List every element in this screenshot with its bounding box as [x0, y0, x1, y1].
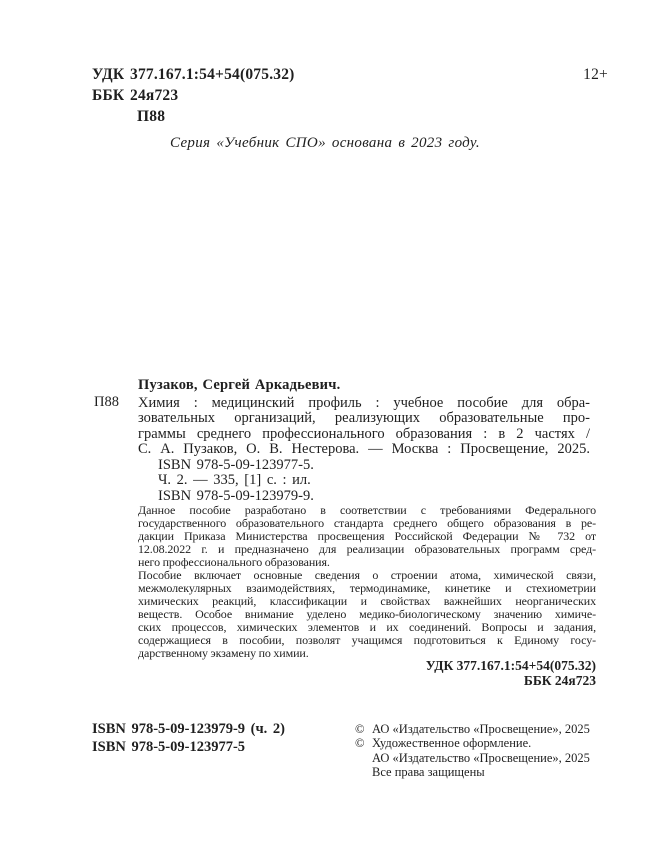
copyright-text: АО «Издательство «Просвещение», 2025	[372, 722, 590, 736]
author-heading: Пузаков, Сергей Аркадьевич.	[138, 377, 341, 393]
top-codes-block	[92, 64, 608, 127]
annotation-paragraph-2	[138, 569, 596, 660]
isbn-item: ISBN 978-5-09-123979-9 (ч. 2)	[92, 721, 285, 737]
codes-footer	[138, 658, 596, 688]
age-rating-badge: 12+	[583, 66, 608, 83]
bibliographic-description	[138, 396, 590, 458]
copyright-symbol: ©	[355, 736, 365, 751]
udk-label: УДК	[92, 66, 125, 83]
description-line: зовательных организаций, реализующих образовательные про-	[138, 410, 590, 426]
annotation-line: государственного образовательного стандарта среднего общего образования в ре-	[138, 516, 596, 530]
catalog-card	[94, 377, 596, 688]
bbk-footer: ББК 24я723	[523, 673, 596, 688]
edition-details	[138, 458, 590, 505]
copyright-symbol	[355, 765, 372, 779]
copyright-list	[355, 722, 590, 779]
description-line: Химия : медицинский профиль : учебное пособие для обра-	[138, 394, 590, 411]
annotation-line: Пособие включает основные сведения о строении атома, химической связи,	[138, 568, 596, 582]
edition-detail-line: ISBN 978-5-09-123979-9.	[158, 487, 314, 504]
udk-value: 377.167.1:54+54(075.32)	[130, 66, 295, 83]
bbk-label: ББК	[92, 87, 125, 104]
copyright-text: Все права защищены	[372, 764, 485, 779]
author-sign-code: П88	[137, 108, 166, 125]
copyright-symbol	[355, 751, 372, 765]
annotation-line: него профессионального образования.	[138, 555, 330, 569]
description-line: граммы среднего профессионального образования : в 2 частях /	[138, 425, 590, 442]
annotation-line: химических реакций, классификации и свойствах важнейших неорганических	[138, 594, 596, 608]
annotation-line: веществ. Особое внимание уделено медико-биологическому значению химиче-	[138, 607, 596, 621]
copyright-row	[355, 736, 590, 750]
copyright-row	[355, 751, 590, 765]
annotation-line: дакции Приказа Министерства просвещения Российской Федерации № 732 от	[138, 529, 596, 543]
annotation-line: дарственному экзамену по химии.	[138, 646, 309, 660]
copyright-text: АО «Издательство «Просвещение», 2025	[372, 750, 590, 765]
annotation-line: 12.08.2022 г. и предназначено для реализации образовательных программ сред-	[138, 542, 596, 556]
bbk-line	[92, 85, 608, 106]
annotation-line: Данное пособие разработано в соответствии с требованиями Федерального	[138, 503, 596, 517]
margin-author-code: П88	[94, 394, 119, 410]
annotation-paragraph-1	[138, 504, 596, 569]
copyright-symbol: ©	[355, 722, 365, 736]
imprint-section	[92, 721, 608, 779]
edition-detail-line: ISBN 978-5-09-123977-5.	[158, 456, 314, 473]
author-sign-line	[92, 106, 608, 127]
annotation-line: межмолекулярных взаимодействиях, термодинамике, кинетике и стехиометрии	[138, 581, 596, 595]
edition-detail-line: Ч. 2. — 335, [1] с. : ил.	[158, 472, 311, 488]
copyright-text: Художественное оформление.	[372, 736, 532, 751]
copyright-row	[355, 722, 590, 736]
annotation-line: содержащиеся в пособии, позволят учащимся подготовиться к Единому госу-	[138, 633, 596, 647]
description-line: С. А. Пузаков, О. В. Нестерова. — Москва : Просвещение, 2025.	[138, 441, 590, 457]
udk-footer: УДК 377.167.1:54+54(075.32)	[425, 658, 596, 673]
copyright-row	[355, 765, 590, 779]
udk-line	[92, 64, 608, 85]
series-note: Серия «Учебник СПО» основана в 2023 году.	[170, 135, 480, 151]
bbk-value: 24я723	[130, 87, 179, 104]
isbn-item: ISBN 978-5-09-123977-5	[92, 738, 246, 755]
annotation-line: ских процессов, химических элементов и их соединений. Вопросы и задания,	[138, 620, 596, 634]
